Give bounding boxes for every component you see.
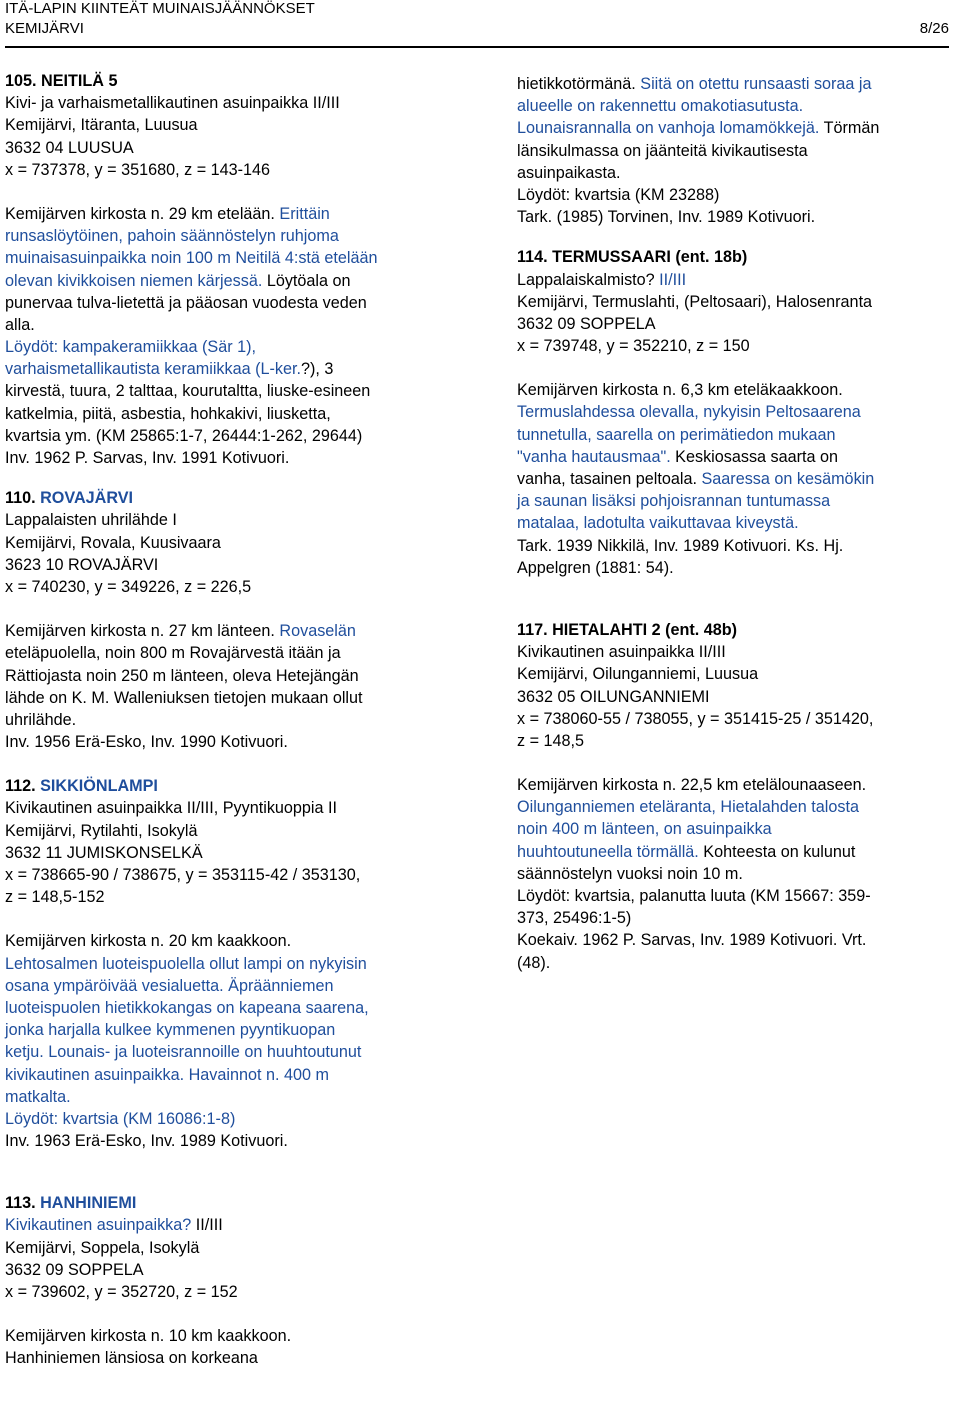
entry-text: punervaa tulva-lietettä ja pääosan vuodesta veden bbox=[5, 293, 367, 312]
entry-finds: 373, 25496:1-5) bbox=[517, 909, 632, 928]
entry-text: Siitä on otettu runsaasti soraa ja bbox=[635, 75, 872, 93]
entry-text: säännöstelyn vuoksi noin 10 m. bbox=[517, 864, 743, 883]
entry-reference: Appelgren (1881: 54). bbox=[517, 558, 674, 577]
entry-type: Lappalaisten uhrilähde I bbox=[5, 511, 177, 530]
entry-text: Löytöala on bbox=[262, 271, 351, 290]
entry-text: Rovaselän bbox=[274, 622, 356, 641]
entry-105 bbox=[5, 70, 475, 469]
entry-text: Kemijärven kirkosta n. 6,3 km eteläkaakkoon. bbox=[517, 381, 843, 400]
entry-type: Kivi- ja varhaismetallikautinen asuinpaikka II/III bbox=[5, 94, 340, 113]
entry-inventory: Inv. 1962 P. Sarvas, Inv. 1991 Kotivuori. bbox=[5, 449, 290, 467]
entry-finds: Löydöt: kvartsia, palanutta luuta (KM 15667: 359- bbox=[517, 887, 871, 905]
entry-location: Kemijärvi, Rytilahti, Isokylä bbox=[5, 821, 198, 840]
entry-text: Saaressa on kesämökin bbox=[697, 470, 875, 488]
entry-text: Kemijärven kirkosta n. 10 km kaakkoon. bbox=[5, 1327, 292, 1346]
entry-number: 112. bbox=[5, 777, 41, 796]
entry-text: luoteispuolen hietikkokangas on kapeana saarena, bbox=[5, 998, 369, 1017]
entry-text: Hanhiniemen länsiosa on korkeana bbox=[5, 1349, 258, 1368]
entry-text: vanha, tasainen peltoala. bbox=[517, 470, 697, 488]
entry-text: asuinpaikasta. bbox=[517, 163, 621, 182]
entry-text: matkalta. bbox=[5, 1087, 71, 1106]
entry-text: Törmän bbox=[819, 119, 880, 138]
entry-type: II/III bbox=[654, 270, 687, 289]
municipality-title: KEMIJÄRVI bbox=[5, 20, 84, 37]
entry-text: matalaa, ladotulta vaikuttavaa kiveystä. bbox=[517, 514, 799, 533]
entry-text: Lehtosalmen luoteispuolella ollut lampi on nykyisin bbox=[5, 954, 367, 973]
entry-text: "vanha hautausmaa". bbox=[517, 447, 671, 466]
entry-map-sheet: 3632 05 OILUNGANNIEMI bbox=[517, 687, 710, 706]
entry-text: Kemijärven kirkosta n. 27 km länteen. bbox=[5, 622, 275, 641]
entry-finds: Löydöt: kvartsia (KM 23288) bbox=[517, 185, 720, 204]
entry-finds: kvartsia ym. (KM 25865:1-7, 26444:1-262, 29644) bbox=[5, 426, 363, 445]
entry-type: Lappalaiskalmisto? bbox=[517, 270, 655, 289]
entry-type: Kivikautinen asuinpaikka? bbox=[5, 1216, 192, 1235]
entry-number: 110. bbox=[5, 489, 41, 508]
entry-coordinates: z = 148,5 bbox=[517, 731, 585, 750]
entry-text: Kemijärven kirkosta n. 29 km etelään. bbox=[5, 204, 275, 223]
entry-map-sheet: 3632 04 LUUSUA bbox=[5, 138, 134, 157]
entry-finds: katkelmia, piitä, asbestia, hohkakivi, liusketta, bbox=[5, 404, 331, 423]
entry-113 bbox=[5, 1192, 475, 1369]
entry-map-sheet: 3632 11 JUMISKONSELKÄ bbox=[5, 843, 203, 862]
entry-text: noin 400 m länteen, on asuinpaikka bbox=[517, 820, 772, 839]
entry-map-sheet: 3632 09 SOPPELA bbox=[5, 1260, 144, 1279]
entry-text: Kemijärven kirkosta n. 20 km kaakkoon. bbox=[5, 932, 292, 951]
entry-text: Kemijärven kirkosta n. 22,5 km etelälounaaseen. bbox=[517, 776, 867, 795]
entry-inventory: Tark. (1985) Torvinen, Inv. 1989 Kotivuori. bbox=[517, 208, 816, 227]
entry-112 bbox=[5, 775, 475, 1152]
entry-finds: Löydöt: kampakeramiikkaa (Sär 1), bbox=[5, 338, 257, 357]
entry-inventory: Koekaiv. 1962 P. Sarvas, Inv. 1989 Kotivuori. Vrt. bbox=[517, 931, 867, 950]
entry-coordinates: x = 739748, y = 352210, z = 150 bbox=[517, 337, 750, 356]
entry-coordinates: x = 737378, y = 351680, z = 143-146 bbox=[5, 160, 271, 179]
entry-text: länsikulmassa on jäänteitä kivikautisesta bbox=[517, 141, 808, 160]
entry-type: Kivikautinen asuinpaikka II/III, Pyyntikuoppia II bbox=[5, 799, 338, 818]
entry-text: eteläpuolella, noin 800 m Rovajärvestä itään ja bbox=[5, 644, 341, 663]
entry-number: 113. bbox=[5, 1194, 41, 1213]
entry-location: Kemijärvi, Itäranta, Luusua bbox=[5, 116, 198, 135]
entry-finds: Löydöt: kvartsia (KM 16086:1-8) bbox=[5, 1109, 236, 1128]
entry-title: SIKKIÖNLAMPI bbox=[40, 777, 158, 796]
entry-113-continued bbox=[517, 73, 957, 228]
entry-text: Kohteesta on kulunut bbox=[698, 842, 856, 861]
entry-title: 117. HIETALAHTI 2 (ent. 48b) bbox=[517, 620, 738, 639]
entry-text: muinaisasuinpaikka noin 100 m Neitilä 4:stä etelään bbox=[5, 249, 378, 268]
entry-coordinates: x = 739602, y = 352720, z = 152 bbox=[5, 1283, 238, 1301]
left-column bbox=[5, 70, 475, 1370]
entry-text: huuhtoutuneella törmällä. bbox=[517, 842, 699, 861]
entry-type: Kivikautinen asuinpaikka II/III bbox=[517, 643, 726, 662]
entry-text: kivikautinen asuinpaikka. Havainnot n. 400 m bbox=[5, 1065, 329, 1084]
entry-coordinates: z = 148,5-152 bbox=[5, 888, 105, 907]
entry-text: Keskiosassa saarta on bbox=[670, 447, 839, 466]
entry-text: Erittäin bbox=[274, 204, 330, 223]
entry-title: HANHINIEMI bbox=[40, 1194, 137, 1213]
entry-text: Oilunganniemen eteläranta, Hietalahden talosta bbox=[517, 798, 859, 817]
right-column bbox=[517, 73, 957, 974]
entry-title: 114. TERMUSSAARI (ent. 18b) bbox=[517, 248, 748, 267]
entry-type: II/III bbox=[191, 1216, 223, 1235]
entry-text: runsaslöytöinen, pahoin säännöstelyn ruhjoma bbox=[5, 227, 339, 246]
entry-text: Lounaisrannalla on vanhoja lomamökkejä. bbox=[517, 119, 820, 138]
entry-text: alla. bbox=[5, 315, 35, 334]
entry-inventory: Inv. 1956 Erä-Esko, Inv. 1990 Kotivuori. bbox=[5, 733, 288, 752]
entry-coordinates: x = 738665-90 / 738675, y = 353115-42 / 353130, bbox=[5, 866, 361, 884]
entry-text: alueelle on rakennettu omakotiasutusta. bbox=[517, 97, 804, 116]
entry-text: lähde on K. M. Walleniuksen tietojen mukaan ollut bbox=[5, 688, 363, 707]
entry-text: uhrilähde. bbox=[5, 710, 77, 729]
entry-finds: varhaismetallikautista keramiikkaa (L-ker. bbox=[5, 360, 301, 379]
entry-finds: ?), 3 bbox=[300, 360, 334, 379]
entry-text: olevan kivikkoisen niemen kärjessä. bbox=[5, 271, 263, 290]
entry-location: Kemijärvi, Oilunganniemi, Luusua bbox=[517, 665, 759, 684]
entry-finds: kirvestä, tuura, 2 talttaa, kourutaltta, liuske-esineen bbox=[5, 382, 371, 401]
entry-text: ketju. Lounais- ja luoteisrannoille on huuhtoutunut bbox=[5, 1043, 362, 1062]
page-number: 8/26 bbox=[919, 20, 949, 37]
entry-text: jonka harjalla kulkee kymmenen pyyntikuopan bbox=[5, 1021, 336, 1040]
header-divider bbox=[5, 46, 949, 48]
entry-114 bbox=[517, 246, 957, 579]
entry-text: Rättiojasta noin 250 m länteen, oleva Hetejängän bbox=[5, 666, 359, 685]
document-title: ITÄ-LAPIN KIINTEÄT MUINAISJÄÄNNÖKSET bbox=[5, 0, 315, 17]
entry-location: Kemijärvi, Soppela, Isokylä bbox=[5, 1238, 200, 1257]
entry-inventory: Inv. 1963 Erä-Esko, Inv. 1989 Kotivuori. bbox=[5, 1132, 288, 1151]
entry-map-sheet: 3623 10 ROVAJÄRVI bbox=[5, 555, 159, 574]
entry-location: Kemijärvi, Rovala, Kuusivaara bbox=[5, 533, 221, 552]
entry-inventory: Tark. 1939 Nikkilä, Inv. 1989 Kotivuori. Ks. Hj. bbox=[517, 536, 844, 555]
entry-text: ja saunan lisäksi pohjoisrannan tuntumassa bbox=[517, 492, 831, 511]
entry-117 bbox=[517, 619, 957, 974]
entry-text: osana ympäröivää vesialuetta. Äpräänniemen bbox=[5, 976, 334, 995]
entry-location: Kemijärvi, Termuslahti, (Peltosaari), Halosenranta bbox=[517, 292, 873, 311]
entry-110 bbox=[5, 487, 475, 753]
entry-text: tunnetulla, saarella on perimätiedon mukaan bbox=[517, 425, 836, 444]
entry-reference: (48). bbox=[517, 953, 551, 972]
entry-text: Termuslahdessa olevalla, nykyisin Peltosaarena bbox=[517, 403, 861, 422]
entry-text: hietikkotörmänä. bbox=[517, 75, 636, 93]
entry-map-sheet: 3632 09 SOPPELA bbox=[517, 314, 656, 333]
entry-coordinates: x = 740230, y = 349226, z = 226,5 bbox=[5, 577, 252, 596]
entry-title: 105. NEITILÄ 5 bbox=[5, 72, 118, 90]
entry-title: ROVAJÄRVI bbox=[40, 489, 134, 508]
entry-coordinates: x = 738060-55 / 738055, y = 351415-25 / 351420, bbox=[517, 709, 874, 728]
